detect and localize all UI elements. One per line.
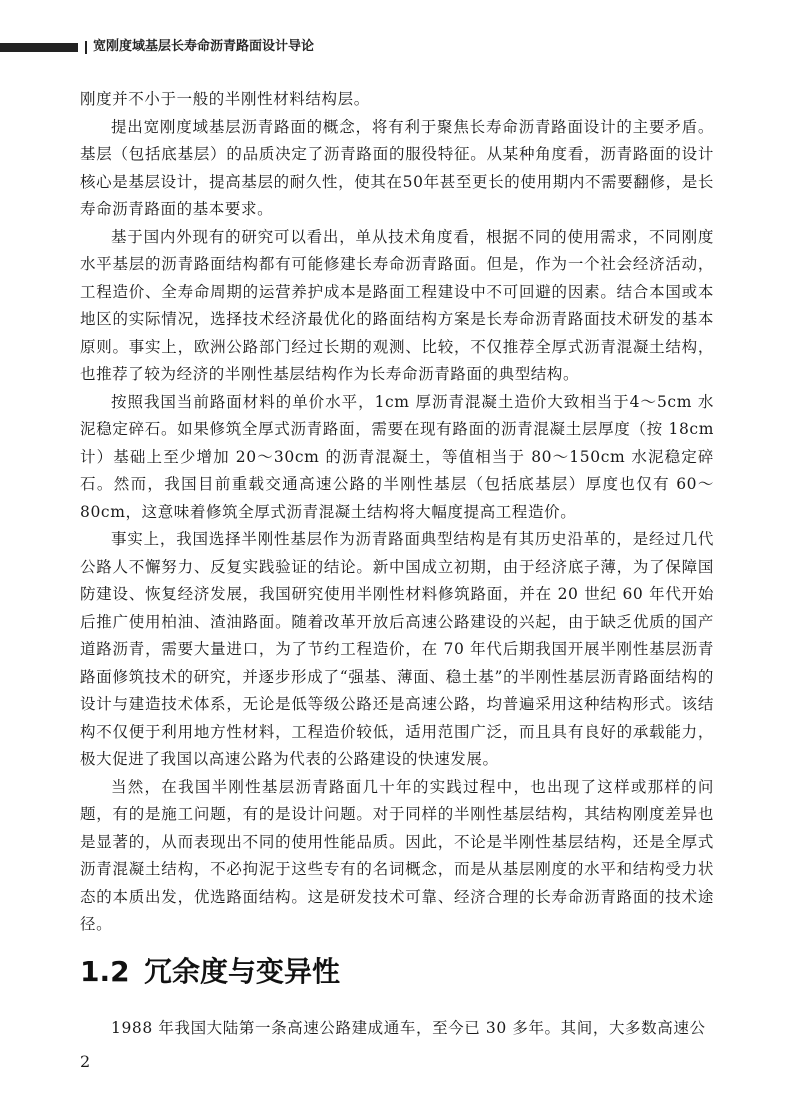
paragraph: 基于国内外现有的研究可以看出，单从技术角度看，根据不同的使用需求，不同刚度水平基层的沥青路面结构都有可能修建长寿命沥青路面。但是，作为一个社会经济活动，工程造价、全寿命周期的运营养护成本是路面工程建设中不可回避的因素。结合本国或本地区的实际情况，选择技术经济最优化的路面结构方案是长寿命沥青路面技术研发的基本原则。事实上，欧洲公路部门经过长期的观测、比较，不仅推荐全厚式沥青混凝土结构，也推荐了较为经济的半刚性基层结构作为长寿命沥青路面的典型结构。 [80, 227, 714, 383]
paragraph: 按照我国当前路面材料的单价水平，1cm 厚沥青混凝土造价大致相当于4～5cm 水泥稳定碎石。如果修筑全厚式沥青路面，需要在现有路面的沥青混凝土层厚度（按 18cm 计）基础上至少增加 20～30cm 的沥青混凝土，等值相当于 80～150cm 水泥稳定碎石。然而，我国目前重载交通高速公路的半刚性基层（包括底基层）厚度也仅有 60～80cm，这意味着修筑全厚式沥青混凝土结构将大幅度提高工程造价。 [80, 392, 714, 521]
section-heading [80, 950, 340, 994]
paragraph-continuation: 刚度并不小于一般的半刚性材料结构层。 [80, 90, 370, 108]
section-number: 1.2 [80, 955, 130, 988]
paragraph: 1988 年我国大陆第一条高速公路建成通车，至今已 30 多年。其间，大多数高速公 [111, 1019, 706, 1037]
header-bar [0, 43, 78, 52]
paragraph: 当然，在我国半刚性基层沥青路面几十年的实践过程中，也出现了这样或那样的问题，有的是施工问题，有的是设计问题。对于同样的半刚性基层结构，其结构刚度差异也是显著的，从而表现出不同的使用性能品质。因此，不论是半刚性基层结构，还是全厚式沥青混凝土结构，不必拘泥于这些专有的名词概念，而是从基层刚度的水平和结构受力状态的本质出发，优选路面结构。这是研发技术可靠、经济合理的长寿命沥青路面的技术途径。 [80, 777, 714, 933]
header-title: 宽刚度域基层长寿命沥青路面设计导论 [93, 39, 315, 54]
section-body [80, 1015, 714, 1043]
page-number: 2 [80, 1052, 91, 1071]
running-header [0, 38, 790, 58]
paragraph: 提出宽刚度域基层沥青路面的概念，将有利于聚焦长寿命沥青路面设计的主要矛盾。基层（包括底基层）的品质决定了沥青路面的服役特征。从某种角度看，沥青路面的设计核心是基层设计，提高基层的耐久性，使其在50年甚至更长的使用期内不需要翻修，是长寿命沥青路面的基本要求。 [80, 117, 714, 218]
paragraph: 事实上，我国选择半刚性基层作为沥青路面典型结构是有其历史沿革的，是经过几代公路人不懈努力、反复实践验证的结论。新中国成立初期，由于经济底子薄，为了保障国防建设、恢复经济发展，我国研究使用半刚性材料修筑路面，并在 20 世纪 60 年代开始后推广使用柏油、渣油路面。随着改革开放后高速公路建设的兴起，由于缺乏优质的国产道路沥青，需要大量进口，为了节约工程造价，在 70 年代后期我国开展半刚性基层沥青路面修筑技术的研究，并逐步形成了“强基、薄面、稳土基”的半刚性基层沥青路面结构的设计与建造技术体系，无论是低等级公路还是高速公路，均普遍采用这种结构形式。该结构不仅便于利用地方性材料，工程造价较低，适用范围广泛，而且具有良好的承载能力，极大促进了我国以高速公路为代表的公路建设的快速发展。 [80, 530, 714, 768]
header-separator [85, 41, 87, 54]
section-title: 冗余度与变异性 [144, 955, 341, 988]
body-text [80, 86, 714, 939]
